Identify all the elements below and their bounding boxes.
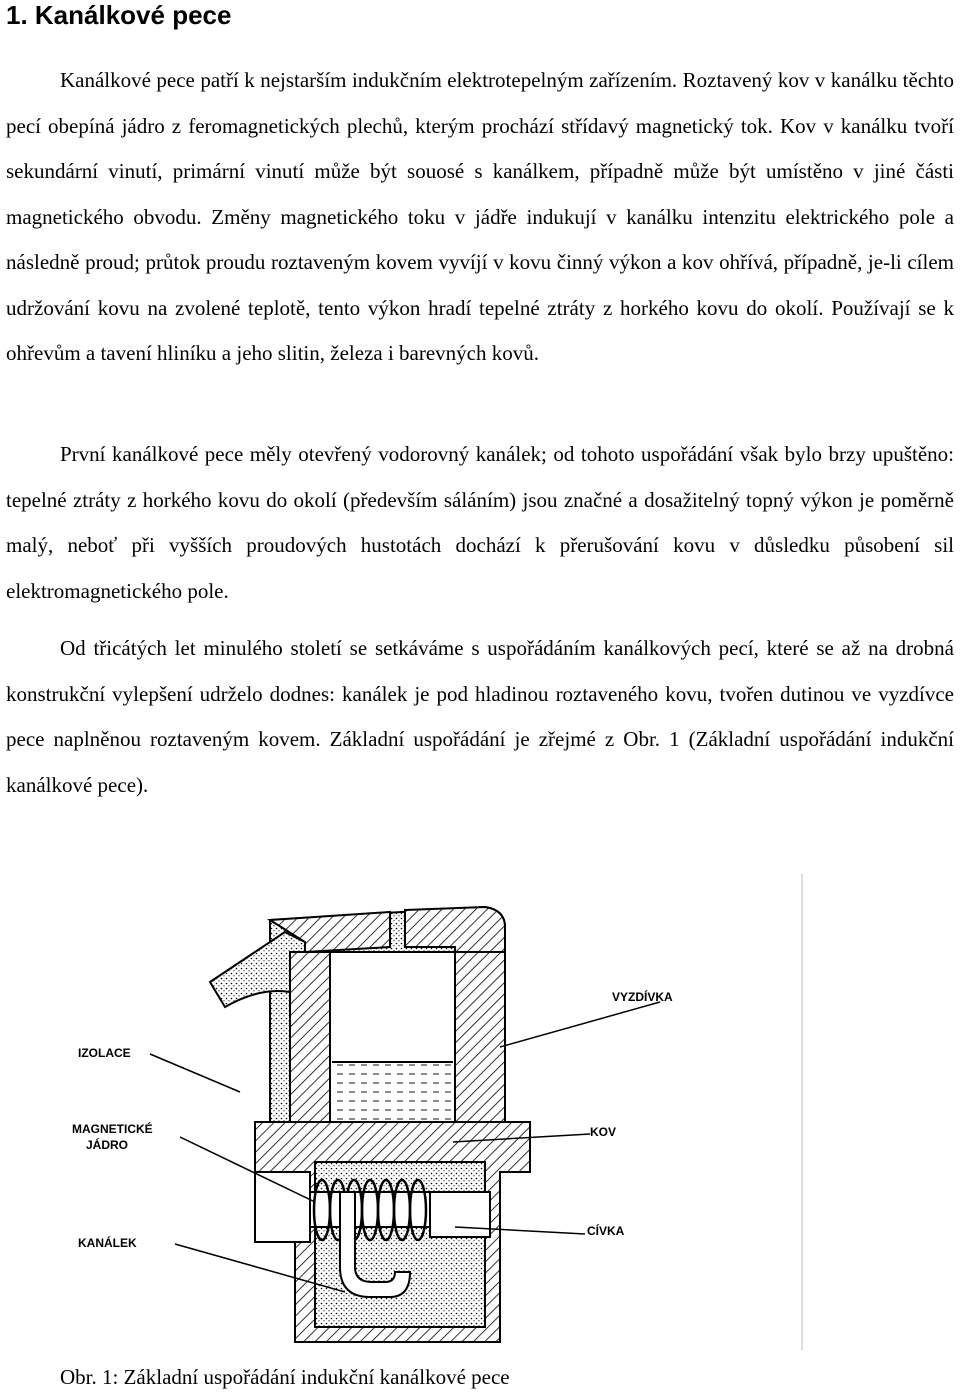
furnace-diagram [60,872,805,1352]
section-heading: 1. Kanálkové pece [6,0,232,30]
label-civka: CÍVKA [587,1224,625,1238]
paragraph-1: Kanálkové pece patří k nejstarším indukčním elektrotepelným zařízením. Roztavený kov v kanálku těchto pecí obepíná jádro z feromagnetických plechů, kterým prochází střídavý magnetický tok. Kov v kanálku tvoří sekundární vinutí, primární vinutí může být souosé s kanálkem, případně může být umístěno v jiné části magnetického obvodu. Změny magnetického toku v jádře indukují v kanálku intenzitu elektrického pole a následně proud; průtok proudu roztaveným kovem vyvíjí v kovu činný výkon a kov ohřívá, případně, je-li cílem udržování kovu na zvolené teplotě, tento výkon hradí tepelné ztráty z horkého kovu do okolí. Používají se k ohřevům a tavení hliníku a jeho slitin, železa i barevných kovů. [6,68,954,365]
label-kov: KOV [590,1125,617,1139]
paragraph-3: Od třicátých let minulého století se setkáváme s uspořádáním kanálkových pecí, které se až na drobná konstrukční vylepšení udrželo dodnes: kanálek je pod hladinou roztaveného kovu, tvořen dutinou ve vyzdívce pece naplněnou roztaveným kovem. Základní uspořádání je zřejmé z Obr. 1 (Základní uspořádání indukční kanálkové pece). [6,636,954,797]
label-izolace: IZOLACE [78,1046,131,1060]
label-magneticke: MAGNETICKÉ [72,1122,153,1136]
paragraph-2: První kanálkové pece měly otevřený vodorovný kanálek; od tohoto uspořádání však bylo brzy upuštěno: tepelné ztráty z horkého kovu do okolí (především sáláním) jsou značné a dosažitelný topný výkon je poměrně malý, neboť při vyšších proudových hustotách dochází k přerušování kovu v důsledku působení sil elektromagnetického pole. [6,442,954,603]
label-kanalek: KANÁLEK [78,1236,137,1250]
label-jadro: JÁDRO [86,1138,129,1152]
label-vyzdivka: VYZDÍVKA [612,990,673,1004]
figure-caption: Obr. 1: Základní uspořádání indukční kanálkové pece [60,1365,510,1389]
furnace-drawing [60,872,805,1352]
